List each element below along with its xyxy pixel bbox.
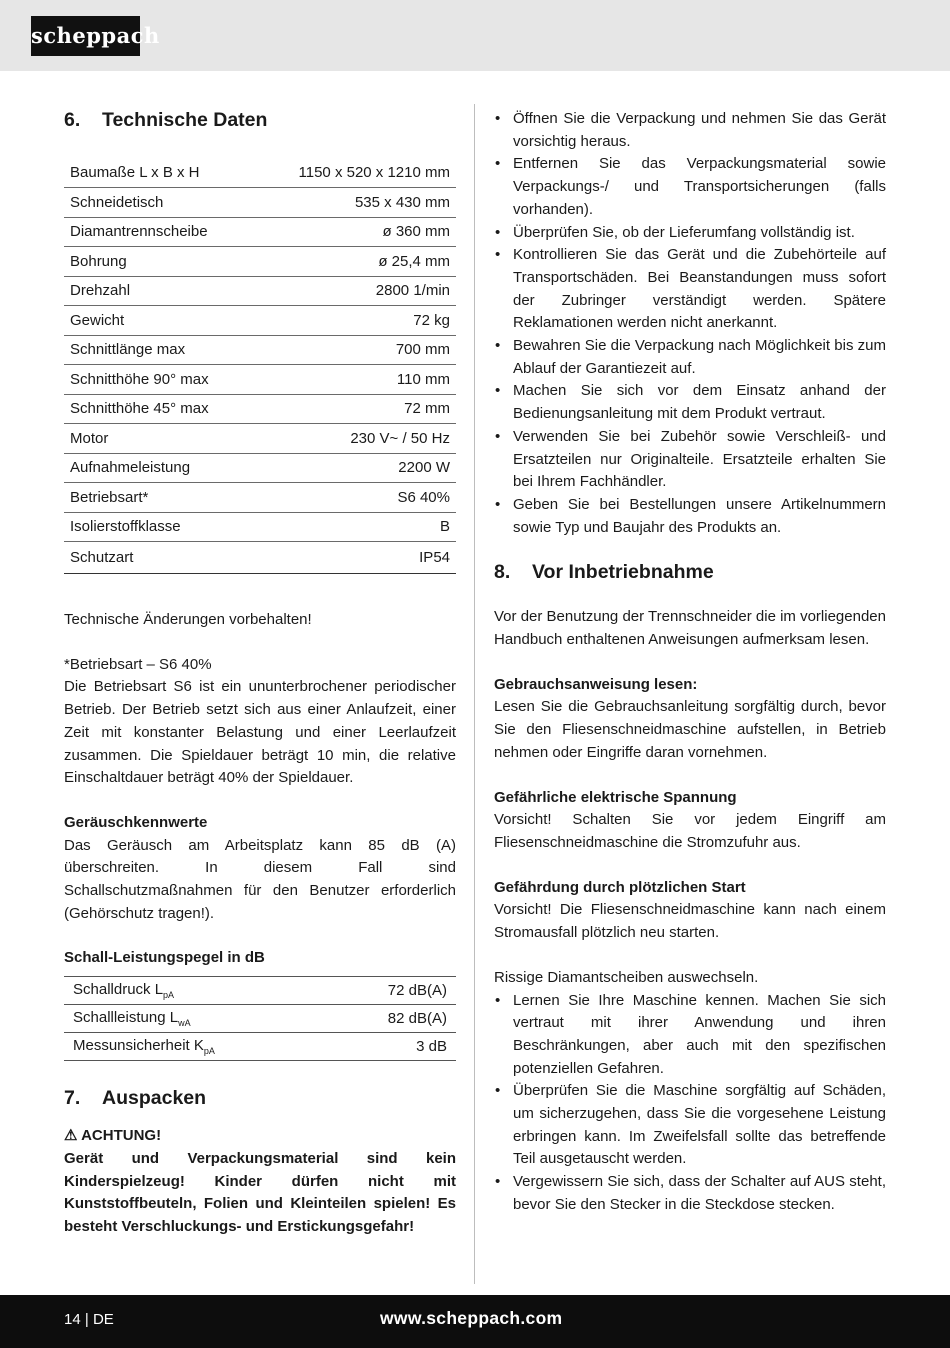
footer-bar: [0, 1295, 950, 1348]
read-instructions-text: Lesen Sie die Gebrauchsanleitung sorgfältig durch, bevor Sie den Fliesenschneidmaschine aufstellen, in Betrieb nehmen oder Eingriffe daran vornehmen.: [494, 698, 886, 761]
spec-row: [64, 188, 456, 218]
sound-label-subscript: wA: [178, 1018, 191, 1029]
unpacking-list: [494, 108, 886, 539]
spec-label: Baumaße L x B x H: [64, 158, 252, 188]
spec-value: 2200 W: [252, 453, 456, 483]
sound-label: Schalldruck L: [73, 981, 164, 999]
spec-row: [64, 483, 456, 513]
list-item: • Lernen Sie Ihre Maschine kennen. Machen Sie sich vertraut mit ihrer Anwendung und ihren Beschränkungen, aber auch mit den spezifischen potenziellen Gefahren.: [494, 990, 886, 1081]
spec-value: 700 mm: [252, 335, 456, 365]
sound-value: 72 dB(A): [328, 977, 456, 1005]
sound-row: [64, 1033, 456, 1061]
list-item: • Geben Sie bei Bestellungen unsere Artikelnummern sowie Typ und Baujahr des Produkts an.: [494, 494, 886, 539]
spec-label: Schutzart: [64, 542, 252, 574]
replace-discs-note: Rissige Diamantscheiben auswechseln.: [494, 968, 759, 986]
section-8-heading: [494, 559, 886, 585]
sudden-start-text: Vorsicht! Die Fliesenschneidmaschine kann nach einem Stromausfall plötzlich neu starten.: [494, 901, 886, 942]
spec-value: 2800 1/min: [252, 276, 456, 306]
spec-value: 535 x 430 mm: [252, 188, 456, 218]
section-8-intro: Vor der Benutzung der Trennschneider die im vorliegenden Handbuch enthaltenen Anweisungen aufmerksam lesen.: [494, 608, 886, 649]
section-6-number: 6.: [64, 109, 81, 131]
spec-label: Bohrung: [64, 247, 252, 277]
list-item: • Verwenden Sie bei Zubehör sowie Verschleiß- und Ersatzteilen nur Originalteile. Ersatzteile erhalten Sie bei Ihrem Fachhändler.: [494, 426, 886, 494]
list-item: • Entfernen Sie das Verpackungsmaterial sowie Verpackungs-/ und Transportsicherungen (falls vorhanden).: [494, 153, 886, 221]
warning-text: Gerät und Verpackungsmaterial sind kein Kinderspielzeug! Kinder dürfen nicht mit Kunststoffbeuteln, Folien und Kleinteilen spielen! Es besteht Verschluckungs- und Erstickungsgefahr!: [64, 1149, 456, 1235]
sound-value: 82 dB(A): [328, 1005, 456, 1033]
sound-label: Messunsicherheit K: [73, 1037, 204, 1055]
warning-icon: ⚠: [64, 1127, 78, 1145]
spec-value: 72 kg: [252, 306, 456, 336]
sound-label-subscript: pA: [203, 1046, 215, 1057]
page-indicator: [64, 1311, 114, 1328]
section-6-title: Technische Daten: [102, 109, 268, 131]
voltage-heading: Gefährliche elektrische Spannung: [494, 788, 737, 806]
page-separator: |: [84, 1311, 89, 1328]
spec-label: Betriebsart*: [64, 483, 252, 513]
list-item: • Bewahren Sie die Verpackung nach Möglichkeit bis zum Ablauf der Garantiezeit auf.: [494, 335, 886, 380]
spec-label: Schnitthöhe 90° max: [64, 365, 252, 395]
sound-label-cell: [64, 977, 328, 1005]
sound-label-cell: [64, 1005, 328, 1033]
sudden-start-heading: Gefährdung durch plötzlichen Start: [494, 878, 746, 896]
brand-logo: scheppach: [31, 16, 140, 56]
spec-row: [64, 276, 456, 306]
sound-row: [64, 977, 456, 1005]
spec-row: [64, 512, 456, 542]
language-code: DE: [92, 1311, 114, 1328]
left-column: [64, 104, 456, 1239]
spec-label: Schnittlänge max: [64, 335, 252, 365]
section-7-heading: [64, 1085, 456, 1111]
noise-text: Das Geräusch am Arbeitsplatz kann 85 dB (A) überschreiten. In diesem Fall sind Schallschutzmaßnahmen für den Benutzer erforderlich (Gehörschutz tragen!).: [64, 836, 456, 922]
column-divider: [474, 104, 475, 1284]
sound-value: 3 dB: [328, 1033, 456, 1061]
spec-row: [64, 424, 456, 454]
sound-row: [64, 1005, 456, 1033]
sound-level-heading: Schall-Leistungspegel in dB: [64, 949, 265, 967]
spec-value: ø 360 mm: [252, 217, 456, 247]
spec-value: 110 mm: [252, 365, 456, 395]
spec-value: 1150 x 520 x 1210 mm: [252, 158, 456, 188]
list-item: • Überprüfen Sie, ob der Lieferumfang vollständig ist.: [494, 222, 886, 245]
spec-label: Gewicht: [64, 306, 252, 336]
list-item: • Vergewissern Sie sich, dass der Schalter auf AUS steht, bevor Sie den Stecker in die Steckdose stecken.: [494, 1171, 886, 1216]
section-6-heading: [64, 107, 456, 133]
spec-value: S6 40%: [252, 483, 456, 513]
noise-heading: Geräuschkennwerte: [64, 813, 208, 831]
section-7-title: Auspacken: [102, 1087, 207, 1110]
list-item: • Öffnen Sie die Verpackung und nehmen Sie das Gerät vorsichtig heraus.: [494, 108, 886, 153]
spec-value: B: [252, 512, 456, 542]
safety-list: [494, 990, 886, 1217]
page-number: 14: [64, 1311, 81, 1328]
list-item: • Kontrollieren Sie das Gerät und die Zubehörteile auf Transportschäden. Bei Beanstandungen muss sofort der Zubringer verständigt werden. Spätere Reklamationen werden nicht anerkannt.: [494, 244, 886, 335]
spec-value: 72 mm: [252, 394, 456, 424]
spec-row: [64, 365, 456, 395]
spec-row: [64, 217, 456, 247]
voltage-text: Vorsicht! Schalten Sie vor jedem Eingriff am Fliesenschneidmaschine die Stromzufuhr aus.: [494, 811, 886, 851]
changes-note: Technische Änderungen vorbehalten!: [64, 611, 312, 628]
section-8-title: Vor Inbetriebnahme: [532, 561, 714, 584]
section-7-number: 7.: [64, 1087, 81, 1110]
list-item: • Überprüfen Sie die Maschine sorgfältig auf Schäden, um sicherzugehen, dass Sie die vorgesehene Leistung erbringen kann. Im Zweifelsfall sollte das betreffende Teil ausgetauscht werden.: [494, 1080, 886, 1171]
spec-table: [64, 158, 456, 574]
sound-level-table: [64, 976, 456, 1061]
sound-label-subscript: pA: [163, 990, 175, 1001]
spec-row: [64, 335, 456, 365]
sound-label-cell: [64, 1033, 328, 1061]
spec-row: [64, 394, 456, 424]
spec-value: ø 25,4 mm: [252, 247, 456, 277]
website-link[interactable]: www.scheppach.com: [380, 1308, 563, 1328]
section-8-number: 8.: [494, 561, 511, 584]
header-bar: [0, 0, 950, 71]
betriebsart-text: Die Betriebsart S6 ist ein ununterbrochener periodischer Betrieb. Der Betrieb setzt sich aus einer Anlaufzeit, einer Zeit mit konstanter Belastung und einer Leerlaufzeit zusammen. Die Spieldauer beträgt 10 min, die relative Einschaltdauer beträgt 40% der Spieldauer.: [64, 678, 456, 787]
spec-label: Schnitthöhe 45° max: [64, 394, 252, 424]
betriebsart-heading: *Betriebsart – S6 40%: [64, 655, 212, 673]
spec-row: [64, 158, 456, 188]
read-instructions-heading: Gebrauchsanweisung lesen:: [494, 675, 698, 693]
spec-row: [64, 542, 456, 574]
spec-row: [64, 306, 456, 336]
spec-label: Motor: [64, 424, 252, 454]
spec-label: Isolierstoffklasse: [64, 512, 252, 542]
spec-value: IP54: [252, 542, 456, 574]
warning-label-line: [64, 1125, 456, 1148]
spec-label: Schneidetisch: [64, 188, 252, 218]
spec-value: 230 V~ / 50 Hz: [252, 424, 456, 454]
spec-row: [64, 247, 456, 277]
spec-row: [64, 453, 456, 483]
spec-label: Aufnahmeleistung: [64, 453, 252, 483]
spec-label: Drehzahl: [64, 276, 252, 306]
spec-label: Diamantrennscheibe: [64, 217, 252, 247]
right-column: [494, 108, 886, 1217]
sound-label: Schallleistung L: [73, 1009, 179, 1027]
warning-label: ACHTUNG!: [81, 1127, 162, 1145]
list-item: • Machen Sie sich vor dem Einsatz anhand der Bedienungsanleitung mit dem Produkt vertraut.: [494, 380, 886, 425]
